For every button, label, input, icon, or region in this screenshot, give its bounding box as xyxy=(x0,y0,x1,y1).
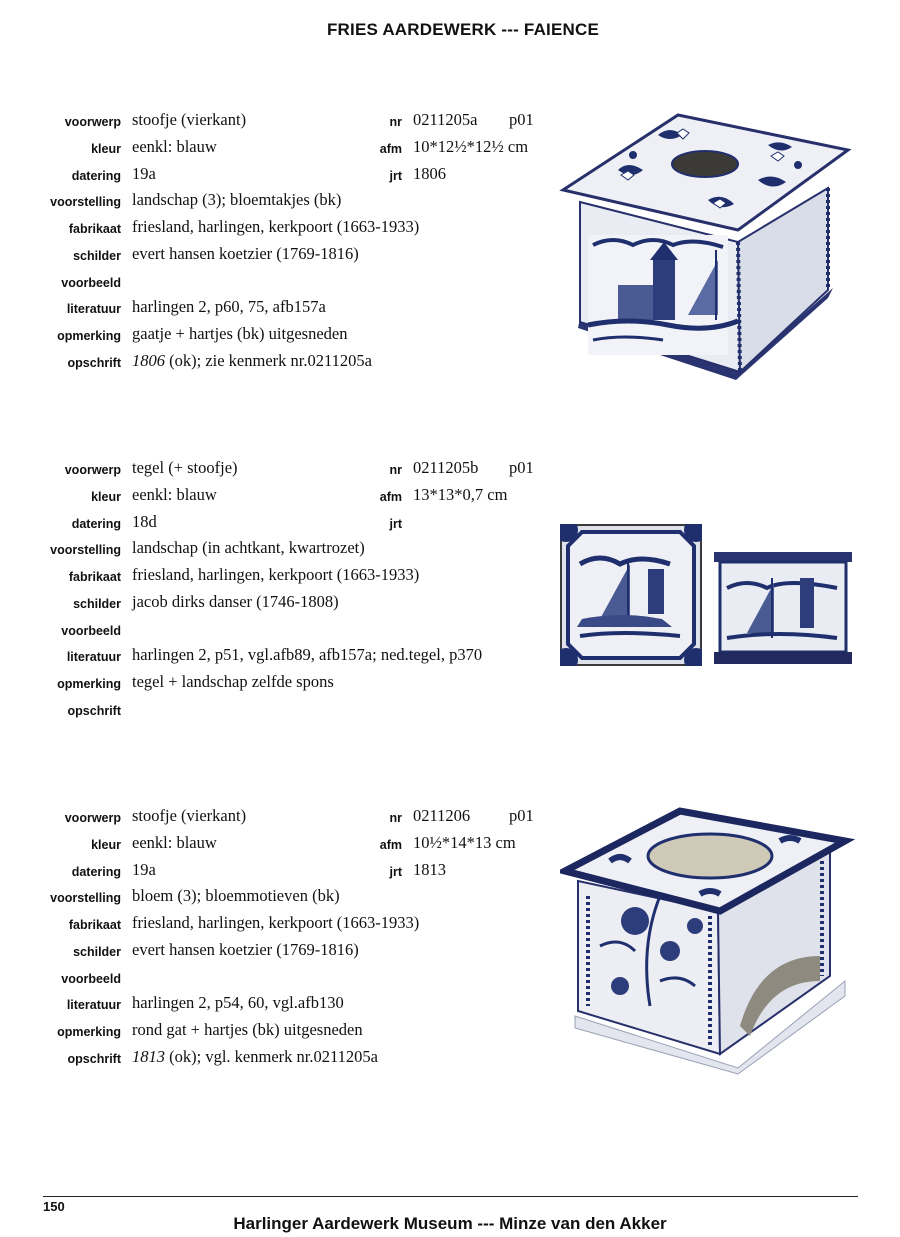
field-label: jrt xyxy=(389,865,402,879)
field-label: opmerking xyxy=(57,1025,121,1039)
field-label: afm xyxy=(379,142,402,156)
field-label: afm xyxy=(379,490,402,504)
field-label: voorbeeld xyxy=(61,624,121,638)
nr-value: 0211205a xyxy=(413,110,478,129)
kleur-value: eenkl: blauw xyxy=(132,485,217,504)
voorstelling-value: landschap (3); bloemtakjes (bk) xyxy=(132,190,342,209)
field-label: datering xyxy=(71,865,121,879)
schilder-value: jacob dirks danser (1746-1808) xyxy=(132,592,339,611)
page-code: p01 xyxy=(509,110,534,129)
field-label: nr xyxy=(389,115,402,129)
jrt-value: 1806 xyxy=(413,164,446,183)
field-label: afm xyxy=(379,838,402,852)
schilder-value: evert hansen koetzier (1769-1816) xyxy=(132,940,359,959)
afm-value: 10½*14*13 cm xyxy=(413,833,516,852)
field-label: voorbeeld xyxy=(61,276,121,290)
field-label: fabrikaat xyxy=(68,222,121,236)
field-label: kleur xyxy=(91,142,121,156)
field-label: opschrift xyxy=(67,356,121,370)
literatuur-value: harlingen 2, p54, 60, vgl.afb130 xyxy=(132,993,344,1012)
nr-value: 0211205b xyxy=(413,458,479,477)
datering-value: 18d xyxy=(132,512,157,531)
opschrift-text: (ok); zie kenmerk nr.0211205a xyxy=(165,351,372,370)
field-label: kleur xyxy=(91,490,121,504)
field-label: jrt xyxy=(389,517,402,531)
stove-photo-2 xyxy=(560,806,858,1076)
opschrift-year: 1806 xyxy=(132,351,165,370)
field-label: datering xyxy=(71,169,121,183)
catalog-entry-3 xyxy=(0,806,900,1076)
field-label: literatuur xyxy=(66,998,121,1012)
field-label: voorstelling xyxy=(50,543,121,557)
literatuur-value: harlingen 2, p60, 75, afb157a xyxy=(132,297,326,316)
fabrikaat-value: friesland, harlingen, kerkpoort (1663-1933) xyxy=(132,913,420,932)
voorstelling-value: landschap (in achtkant, kwartrozet) xyxy=(132,538,365,557)
datering-value: 19a xyxy=(132,860,156,879)
field-label: voorwerp xyxy=(64,811,121,825)
field-label: schilder xyxy=(73,945,121,959)
literatuur-value: harlingen 2, p51, vgl.afb89, afb157a; ned.tegel, p370 xyxy=(132,645,483,664)
stove-photo-1 xyxy=(558,110,858,395)
voorstelling-value: bloem (3); bloemmotieven (bk) xyxy=(132,886,340,905)
catalog-entry-2 xyxy=(0,458,900,728)
page-number: 150 xyxy=(43,1199,65,1214)
fabrikaat-value: friesland, harlingen, kerkpoort (1663-1933) xyxy=(132,565,420,584)
field-label: schilder xyxy=(73,597,121,611)
opschrift-text: (ok); vgl. kenmerk nr.0211205a xyxy=(165,1047,378,1066)
field-label: voorbeeld xyxy=(61,972,121,986)
field-label: literatuur xyxy=(66,302,121,316)
field-label: nr xyxy=(389,811,402,825)
field-label: jrt xyxy=(389,169,402,183)
page-code: p01 xyxy=(509,806,534,825)
tile-photo xyxy=(560,524,702,666)
nr-value: 0211206 xyxy=(413,806,471,825)
field-label: datering xyxy=(71,517,121,531)
opmerking-value: gaatje + hartjes (bk) uitgesneden xyxy=(132,324,348,343)
fabrikaat-value: friesland, harlingen, kerkpoort (1663-1933) xyxy=(132,217,420,236)
opschrift-value xyxy=(132,351,372,371)
voorwerp-value: stoofje (vierkant) xyxy=(132,110,247,129)
opschrift-value xyxy=(132,1047,378,1067)
field-label: fabrikaat xyxy=(68,570,121,584)
opschrift-year: 1813 xyxy=(132,1047,165,1066)
field-label: nr xyxy=(389,463,402,477)
afm-value: 13*13*0,7 cm xyxy=(413,485,508,504)
voorwerp-value: stoofje (vierkant) xyxy=(132,806,247,825)
jrt-value: 1813 xyxy=(413,860,446,879)
field-label: opmerking xyxy=(57,329,121,343)
datering-value: 19a xyxy=(132,164,156,183)
kleur-value: eenkl: blauw xyxy=(132,833,217,852)
schilder-value: evert hansen koetzier (1769-1816) xyxy=(132,244,359,263)
field-label: voorwerp xyxy=(64,115,121,129)
field-label: kleur xyxy=(91,838,121,852)
footer-title: Harlinger Aardewerk Museum --- Minze van den Akker xyxy=(233,1214,667,1233)
field-label: fabrikaat xyxy=(68,918,121,932)
field-label: opschrift xyxy=(67,1052,121,1066)
stove-side-photo xyxy=(712,548,854,666)
footer-divider xyxy=(43,1196,858,1197)
page-code: p01 xyxy=(509,458,534,477)
field-label: voorwerp xyxy=(64,463,121,477)
field-label: opmerking xyxy=(57,677,121,691)
afm-value: 10*12½*12½ cm xyxy=(413,137,529,156)
opmerking-value: tegel + landschap zelfde spons xyxy=(132,672,334,691)
field-label: opschrift xyxy=(67,704,121,718)
field-label: schilder xyxy=(73,249,121,263)
field-label: voorstelling xyxy=(50,891,121,905)
field-label: literatuur xyxy=(66,650,121,664)
page-title: FRIES AARDEWERK --- FAIENCE xyxy=(326,20,600,39)
field-label: voorstelling xyxy=(50,195,121,209)
catalog-entry-1 xyxy=(0,110,900,380)
kleur-value: eenkl: blauw xyxy=(132,137,217,156)
opmerking-value: rond gat + hartjes (bk) uitgesneden xyxy=(132,1020,363,1039)
voorwerp-value: tegel (+ stoofje) xyxy=(132,458,238,477)
